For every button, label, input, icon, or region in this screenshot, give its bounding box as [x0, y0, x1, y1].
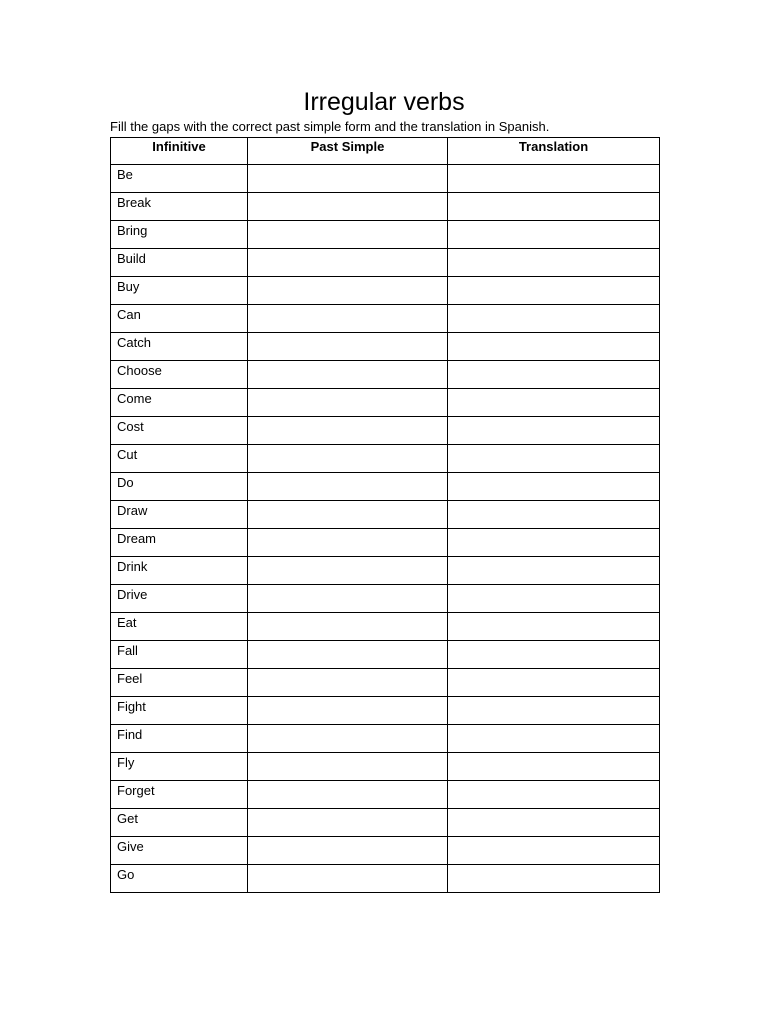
infinitive-cell: Eat — [111, 613, 248, 641]
table-row — [111, 669, 660, 697]
past-simple-cell[interactable] — [248, 669, 448, 697]
past-simple-cell[interactable] — [248, 249, 448, 277]
infinitive-cell: Can — [111, 305, 248, 333]
past-simple-cell[interactable] — [248, 781, 448, 809]
table-row — [111, 221, 660, 249]
table-row — [111, 445, 660, 473]
translation-cell[interactable] — [448, 417, 660, 445]
past-simple-cell[interactable] — [248, 865, 448, 893]
translation-cell[interactable] — [448, 277, 660, 305]
past-simple-cell[interactable] — [248, 557, 448, 585]
infinitive-cell: Give — [111, 837, 248, 865]
table-row — [111, 249, 660, 277]
table-row — [111, 641, 660, 669]
past-simple-cell[interactable] — [248, 333, 448, 361]
infinitive-cell: Forget — [111, 781, 248, 809]
past-simple-cell[interactable] — [248, 501, 448, 529]
infinitive-cell: Bring — [111, 221, 248, 249]
translation-cell[interactable] — [448, 697, 660, 725]
translation-cell[interactable] — [448, 641, 660, 669]
infinitive-cell: Break — [111, 193, 248, 221]
table-row — [111, 557, 660, 585]
table-row — [111, 389, 660, 417]
table-row — [111, 417, 660, 445]
translation-cell[interactable] — [448, 585, 660, 613]
past-simple-cell[interactable] — [248, 585, 448, 613]
past-simple-cell[interactable] — [248, 725, 448, 753]
table-header-row — [111, 138, 660, 165]
translation-cell[interactable] — [448, 837, 660, 865]
infinitive-cell: Feel — [111, 669, 248, 697]
translation-cell[interactable] — [448, 725, 660, 753]
infinitive-cell: Come — [111, 389, 248, 417]
header-past-simple: Past Simple — [248, 138, 448, 165]
translation-cell[interactable] — [448, 753, 660, 781]
table-row — [111, 361, 660, 389]
translation-cell[interactable] — [448, 809, 660, 837]
infinitive-cell: Draw — [111, 501, 248, 529]
table-row — [111, 697, 660, 725]
table-row — [111, 613, 660, 641]
table-row — [111, 501, 660, 529]
table-row — [111, 305, 660, 333]
table-row — [111, 333, 660, 361]
table-row — [111, 725, 660, 753]
past-simple-cell[interactable] — [248, 193, 448, 221]
infinitive-cell: Do — [111, 473, 248, 501]
infinitive-cell: Drink — [111, 557, 248, 585]
table-row — [111, 585, 660, 613]
header-infinitive: Infinitive — [111, 138, 248, 165]
infinitive-cell: Build — [111, 249, 248, 277]
table-row — [111, 753, 660, 781]
past-simple-cell[interactable] — [248, 389, 448, 417]
infinitive-cell: Fall — [111, 641, 248, 669]
infinitive-cell: Catch — [111, 333, 248, 361]
infinitive-cell: Go — [111, 865, 248, 893]
translation-cell[interactable] — [448, 473, 660, 501]
table-row — [111, 529, 660, 557]
translation-cell[interactable] — [448, 333, 660, 361]
translation-cell[interactable] — [448, 501, 660, 529]
past-simple-cell[interactable] — [248, 417, 448, 445]
translation-cell[interactable] — [448, 193, 660, 221]
infinitive-cell: Buy — [111, 277, 248, 305]
translation-cell[interactable] — [448, 305, 660, 333]
translation-cell[interactable] — [448, 361, 660, 389]
translation-cell[interactable] — [448, 445, 660, 473]
past-simple-cell[interactable] — [248, 613, 448, 641]
translation-cell[interactable] — [448, 613, 660, 641]
translation-cell[interactable] — [448, 781, 660, 809]
verbs-table — [110, 137, 660, 893]
infinitive-cell: Dream — [111, 529, 248, 557]
past-simple-cell[interactable] — [248, 165, 448, 193]
table-row — [111, 473, 660, 501]
translation-cell[interactable] — [448, 249, 660, 277]
table-row — [111, 277, 660, 305]
past-simple-cell[interactable] — [248, 445, 448, 473]
translation-cell[interactable] — [448, 389, 660, 417]
past-simple-cell[interactable] — [248, 529, 448, 557]
past-simple-cell[interactable] — [248, 277, 448, 305]
infinitive-cell: Fly — [111, 753, 248, 781]
infinitive-cell: Find — [111, 725, 248, 753]
infinitive-cell: Choose — [111, 361, 248, 389]
past-simple-cell[interactable] — [248, 697, 448, 725]
infinitive-cell: Cost — [111, 417, 248, 445]
instructions-text: Fill the gaps with the correct past simple form and the translation in Spanish. — [110, 119, 550, 134]
past-simple-cell[interactable] — [248, 305, 448, 333]
past-simple-cell[interactable] — [248, 753, 448, 781]
past-simple-cell[interactable] — [248, 221, 448, 249]
past-simple-cell[interactable] — [248, 837, 448, 865]
table-row — [111, 193, 660, 221]
past-simple-cell[interactable] — [248, 473, 448, 501]
infinitive-cell: Get — [111, 809, 248, 837]
table-body — [111, 165, 660, 893]
translation-cell[interactable] — [448, 529, 660, 557]
past-simple-cell[interactable] — [248, 641, 448, 669]
translation-cell[interactable] — [448, 221, 660, 249]
table-row — [111, 865, 660, 893]
page-title: Irregular verbs — [303, 88, 465, 116]
translation-cell[interactable] — [448, 557, 660, 585]
translation-cell[interactable] — [448, 865, 660, 893]
table-row — [111, 809, 660, 837]
past-simple-cell[interactable] — [248, 809, 448, 837]
infinitive-cell: Cut — [111, 445, 248, 473]
table-row — [111, 781, 660, 809]
infinitive-cell: Drive — [111, 585, 248, 613]
table-row — [111, 837, 660, 865]
header-translation: Translation — [448, 138, 660, 165]
infinitive-cell: Be — [111, 165, 248, 193]
translation-cell[interactable] — [448, 669, 660, 697]
table-row — [111, 165, 660, 193]
translation-cell[interactable] — [448, 165, 660, 193]
infinitive-cell: Fight — [111, 697, 248, 725]
past-simple-cell[interactable] — [248, 361, 448, 389]
